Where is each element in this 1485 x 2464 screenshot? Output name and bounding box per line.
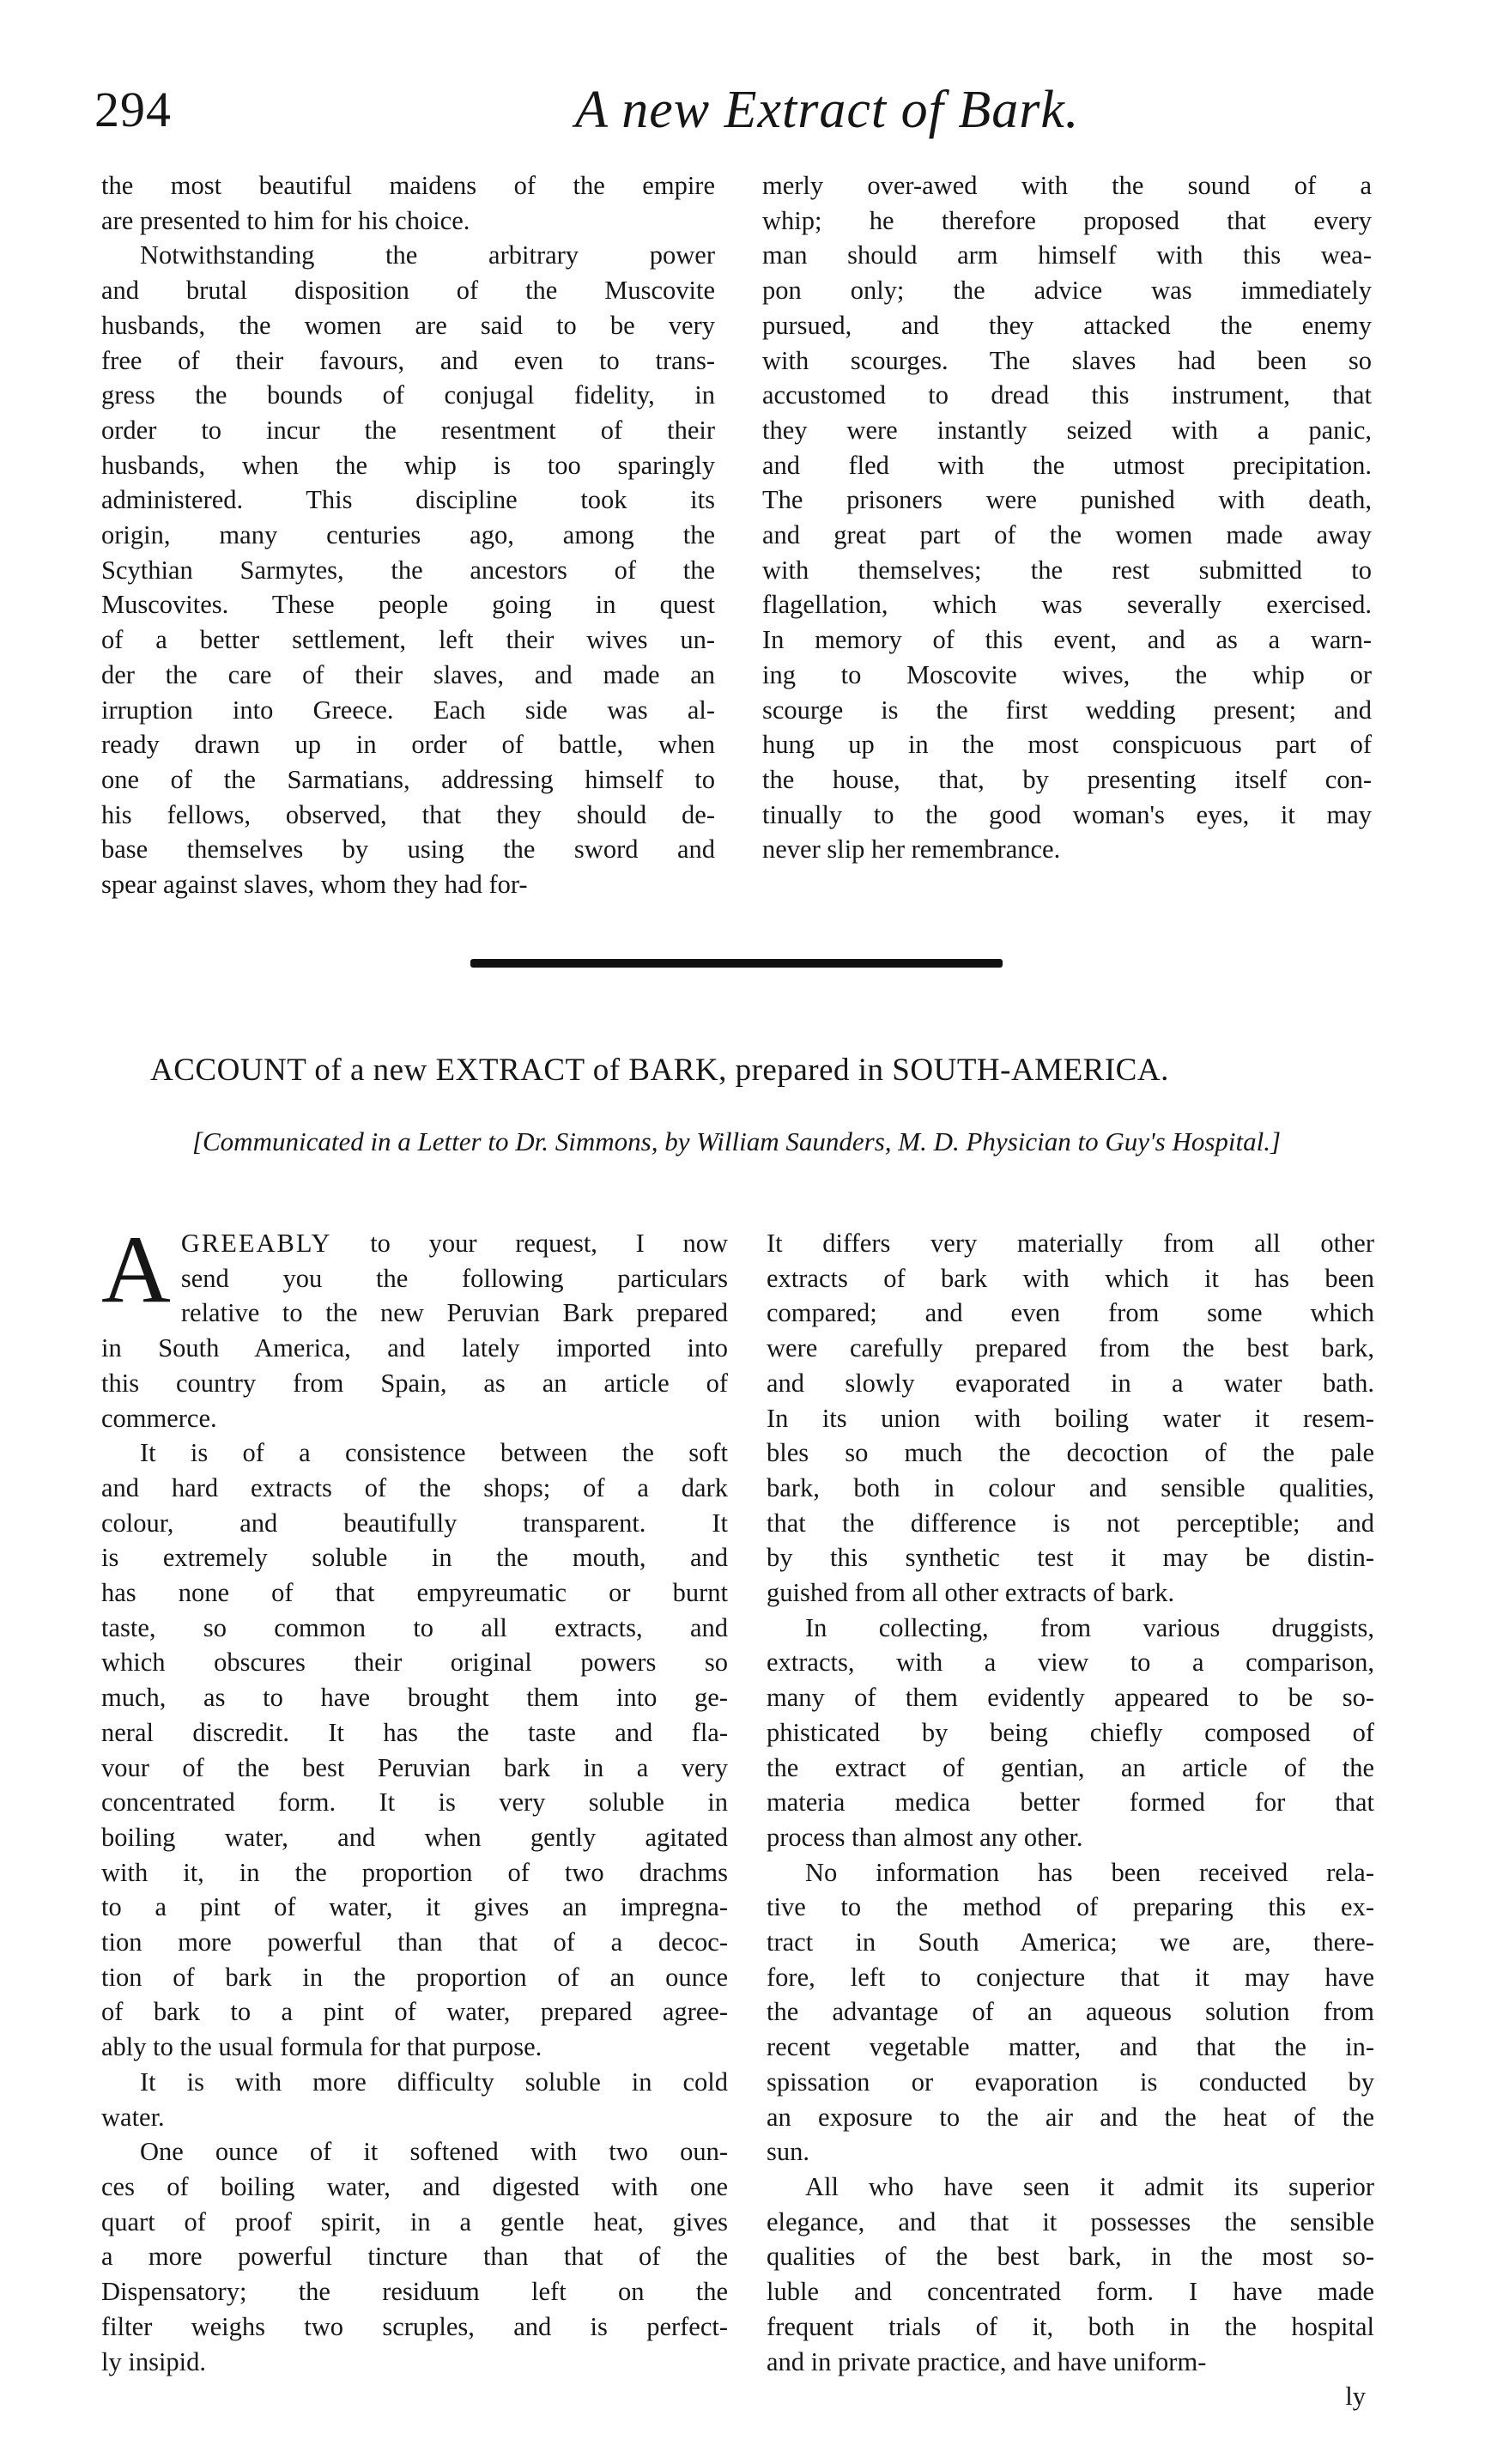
text-line: pursued, and they attacked the enemy (762, 310, 1372, 340)
text-line: It is of a consistence between the soft (140, 1438, 728, 1468)
text-line: the house, that, by presenting itself con- (762, 764, 1372, 794)
text-line: extracts of bark with which it has been (767, 1263, 1374, 1293)
text-line: sun. (767, 2137, 809, 2167)
text-line: ces of boiling water, and digested with one (101, 2171, 728, 2201)
text-line: with scourges. The slaves had been so (762, 345, 1372, 375)
text-line: man should arm himself with this wea- (762, 240, 1372, 270)
text-line: phisticated by being chiefly composed of (767, 1717, 1374, 1747)
text-line: frequent trials of it, both in the hospital (767, 2311, 1374, 2341)
text-line: materia medica better formed for that (767, 1787, 1374, 1818)
text-line: tract in South America; we are, there- (767, 1927, 1374, 1957)
text-line: spissation or evaporation is conducted by (767, 2066, 1374, 2097)
text-line: ing to Moscovite wives, the whip or (762, 659, 1372, 689)
previous-article-right-column (762, 168, 1372, 867)
text-line: Scythian Sarmytes, the ancestors of the (101, 555, 715, 585)
article-left-paragraphs (101, 1217, 728, 2379)
text-line: of bark to a pint of water, prepared agree- (101, 1997, 728, 2027)
text-line: never slip her remembrance. (762, 834, 1061, 865)
paragraph (767, 1226, 1374, 1611)
article-left-column (101, 1217, 728, 2379)
text-line: accustomed to dread this instrument, that (762, 380, 1372, 410)
text-line: and slowly evaporated in a water bath. (767, 1368, 1374, 1398)
text-line: irruption into Greece. Each side was al- (101, 695, 715, 725)
text-line: bark, both in colour and sensible qualities, (767, 1472, 1374, 1502)
paragraph (767, 1855, 1374, 2170)
section-divider-rule (470, 959, 1003, 968)
text-line: It is with more difficulty soluble in cold (140, 2066, 728, 2097)
text-line: neral discredit. It has the taste and fla- (101, 1717, 728, 1747)
text-line: pon only; the advice was immediately (762, 276, 1372, 306)
text-line: The prisoners were punished with death, (762, 485, 1372, 515)
text-line: It differs very materially from all other (767, 1229, 1374, 1258)
text-line: husbands, when the whip is too sparingly (101, 450, 715, 480)
text-line: that the difference is not perceptible; and (767, 1508, 1374, 1538)
text-line: one of the Sarmatians, addressing himself to (101, 764, 715, 794)
text-line: base themselves by using the sword and (101, 834, 715, 865)
text-line: order to incur the resentment of their (101, 415, 715, 445)
text-line: are presented to him for his choice. (101, 205, 470, 235)
text-line: boiling water, and when gently agitated (101, 1822, 728, 1852)
text-line: recent vegetable matter, and that the in- (767, 2032, 1374, 2062)
text-line: send you the following particulars (180, 1263, 728, 1293)
text-line: they were instantly seized with a panic, (762, 415, 1372, 445)
text-line: elegance, and that it possesses the sensible (767, 2206, 1374, 2236)
text-line: bles so much the decoction of the pale (767, 1438, 1374, 1468)
text-line: In its union with boiling water it resem- (767, 1403, 1374, 1433)
text-line: water. (101, 2102, 165, 2132)
text-line: the most beautiful maidens of the empire (101, 171, 715, 200)
text-line: to a pint of water, it gives an impregna- (101, 1892, 728, 1922)
text-line: qualities of the best bark, in the most so- (767, 2242, 1374, 2272)
text-line: In collecting, from various druggists, (805, 1612, 1374, 1642)
text-line: guished from all other extracts of bark. (767, 1578, 1175, 1608)
text-line: In memory of this event, and as a warn- (762, 625, 1372, 655)
page-header (94, 76, 1373, 144)
text-line: flagellation, which was severally exercised. (762, 590, 1372, 620)
text-line: No information has been received rela- (805, 1857, 1374, 1887)
text-line: compared; and even from some which (767, 1298, 1374, 1328)
article-right-column (767, 1226, 1374, 2414)
text-line: much, as to have brought them into ge- (101, 1683, 728, 1713)
paragraph (762, 168, 1372, 867)
text-line: concentrated form. It is very soluble in (101, 1787, 728, 1818)
paragraph (767, 1611, 1374, 1855)
text-line: whip; he therefore proposed that every (762, 205, 1372, 235)
article-title: ACCOUNT of a new EXTRACT of BARK, prepared in SOUTH-AMERICA. (150, 1053, 1169, 1088)
text-line: taste, so common to all extracts, and (101, 1612, 728, 1642)
text-line: relative to the new Peruvian Bark prepared (180, 1298, 728, 1328)
drop-cap: A (101, 1217, 171, 1323)
paragraph (101, 1217, 728, 1435)
text-line: and hard extracts of the shops; of a dark (101, 1472, 728, 1502)
paragraph (101, 1435, 728, 2065)
text-line: and in private practice, and have uniform- (767, 2346, 1207, 2376)
text-line: ready drawn up in order of battle, when (101, 730, 715, 760)
text-line: scourge is the first wedding present; and (762, 695, 1372, 725)
text-line: process than almost any other. (767, 1822, 1083, 1852)
text-line: and fled with the utmost precipitation. (762, 450, 1372, 480)
first-word: GREEABLY (180, 1229, 332, 1258)
text-line: tive to the method of preparing this ex- (767, 1892, 1374, 1922)
text-line: many of them evidently appeared to be so- (767, 1683, 1374, 1713)
text-line: All who have seen it admit its superior (805, 2171, 1374, 2201)
text-line: a more powerful tincture than that of the (101, 2242, 728, 2272)
text-line: Notwithstanding the arbitrary power (140, 240, 715, 270)
text-line: One ounce of it softened with two oun- (140, 2137, 728, 2167)
paragraph (101, 2134, 728, 2379)
text-line: spear against slaves, whom they had for- (101, 870, 528, 900)
running-title: A new Extract of Bark. (575, 81, 1080, 139)
article-communication-note: [Communicated in a Letter to Dr. Simmons, by William Saunders, M. D. Physician to Guy's Hospital.] (191, 1126, 1282, 1156)
text-line: with it, in the proportion of two drachms (101, 1857, 728, 1887)
text-line: this country from Spain, as an article of (101, 1368, 728, 1398)
paragraph (101, 2065, 728, 2134)
text-line: origin, many centuries ago, among the (101, 520, 715, 550)
text-line: der the care of their slaves, and made an (101, 659, 715, 689)
text-line: luble and concentrated form. I have made (767, 2277, 1374, 2307)
text-line: of a better settlement, left their wives un- (101, 625, 715, 655)
text-line: commerce. (101, 1403, 217, 1433)
text-line: and great part of the women made away (762, 520, 1372, 550)
text-line: with themselves; the rest submitted to (762, 555, 1372, 585)
text-line: vour of the best Peruvian bark in a very (101, 1752, 728, 1782)
text-line: tion more powerful than that of a decoc- (101, 1927, 728, 1957)
text-line: Dispensatory; the residuum left on the (101, 2277, 728, 2307)
text-line: is extremely soluble in the mouth, and (101, 1543, 728, 1573)
previous-article-left-column (101, 168, 715, 902)
text-line: husbands, the women are said to be very (101, 310, 715, 340)
paragraph (101, 168, 715, 238)
text-line: tion of bark in the proportion of an ounce (101, 1962, 728, 1992)
text-line: free of their favours, and even to trans- (101, 345, 715, 375)
text-line: merly over-awed with the sound of a (762, 171, 1372, 200)
text-line: which obscures their original powers so (101, 1648, 728, 1678)
paragraph (767, 2170, 1374, 2379)
page-number: 294 (94, 82, 172, 137)
text-line: the advantage of an aqueous solution from (767, 1997, 1374, 2027)
text-line: hung up in the most conspicuous part of (762, 730, 1372, 760)
catchword: ly (1345, 2382, 1366, 2412)
text-line: and brutal disposition of the Muscovite (101, 276, 715, 306)
text-line: fore, left to conjecture that it may have (767, 1962, 1374, 1992)
text-line: an exposure to the air and the heat of the (767, 2102, 1374, 2132)
text-line: ly insipid. (101, 2346, 207, 2376)
text-line: has none of that empyreumatic or burnt (101, 1578, 728, 1608)
text-line: by this synthetic test it may be distin- (767, 1543, 1374, 1573)
text-line: his fellows, observed, that they should de- (101, 799, 715, 829)
text-line: colour, and beautifully transparent. It (101, 1508, 728, 1538)
text-line: ably to the usual formula for that purpose. (101, 2032, 542, 2062)
text-line: extracts, with a view to a comparison, (767, 1648, 1374, 1678)
text-line: administered. This discipline took its (101, 485, 715, 515)
text-line: were carefully prepared from the best bark, (767, 1333, 1374, 1363)
text-line: tinually to the good woman's eyes, it may (762, 799, 1372, 829)
text-line: Muscovites. These people going in quest (101, 590, 715, 620)
text-line: gress the bounds of conjugal fidelity, in (101, 380, 715, 410)
text-line: GREEABLY to your request, I now (180, 1229, 728, 1258)
paragraph (101, 238, 715, 901)
text-line: quart of proof spirit, in a gentle heat, gives (101, 2206, 728, 2236)
text-line: in South America, and lately imported into (101, 1333, 728, 1363)
text-line: the extract of gentian, an article of the (767, 1752, 1374, 1782)
text-line: filter weighs two scruples, and is perfect- (101, 2311, 728, 2341)
